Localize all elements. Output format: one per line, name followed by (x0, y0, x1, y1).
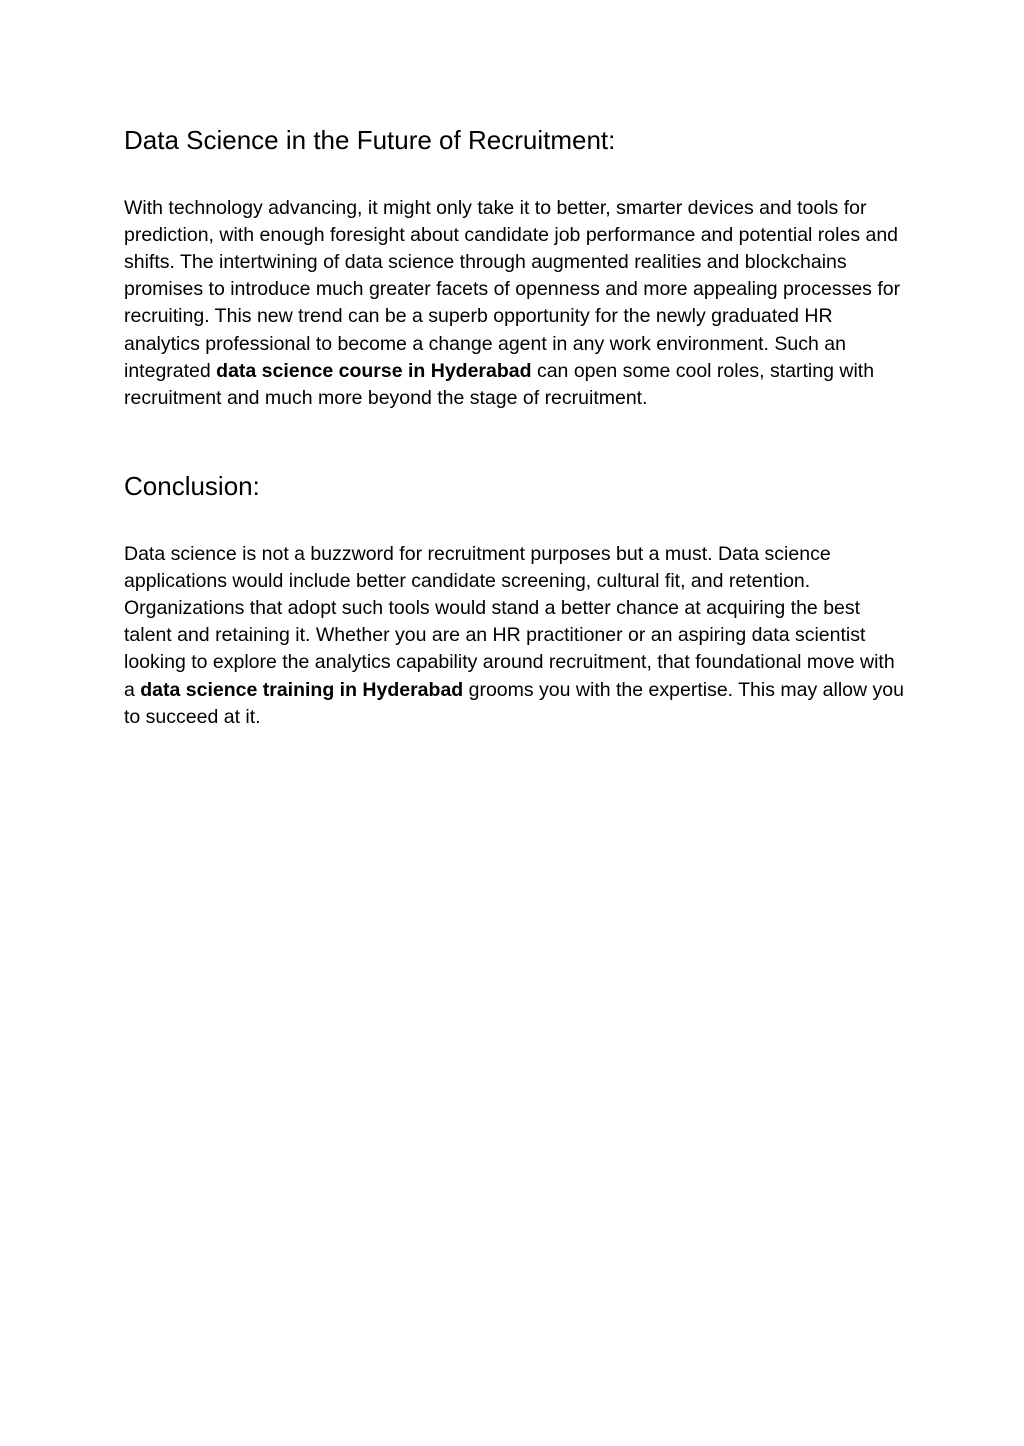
paragraph-text: can open some cool roles, starting with recruitment and much more beyond the stage of recruitment. (124, 359, 875, 409)
paragraph-text: grooms you with the expertise. This may allow you to succeed at it. (124, 678, 904, 728)
section-paragraph-future-of-recruitment (124, 195, 904, 413)
bold-keyword-course: data science course in Hyderabad (216, 359, 532, 382)
section-paragraph-conclusion (124, 541, 904, 731)
section-heading-future-of-recruitment: Data Science in the Future of Recruitment: (124, 125, 616, 155)
section-heading-conclusion: Conclusion: (124, 471, 260, 502)
document-content (124, 118, 904, 731)
paragraph-text: With technology advancing, it might only take it to better, smarter devices and tools for prediction, with enough foresight about candidate job performance and potential roles and shifts. The intertwining of data science through augmented realities and blockchains promises to introduce much greater facets of openness and more appealing processes for recruiting. This new trend can be a superb opportunity for the newly graduated HR analytics professional to become a change agent in any work environment. Such an integrated (124, 196, 901, 382)
paragraph-text: Data science is not a buzzword for recruitment purposes but a must. Data science applications would include better candidate screening, cultural fit, and retention. Organizations that adopt such tools would stand a better chance at acquiring the best talent and retaining it. Whether you are an HR practitioner or an aspiring data scientist looking to explore the analytics capability around recruitment, that foundational move with a (124, 542, 895, 701)
bold-keyword-training: data science training in Hyderabad (140, 678, 464, 701)
